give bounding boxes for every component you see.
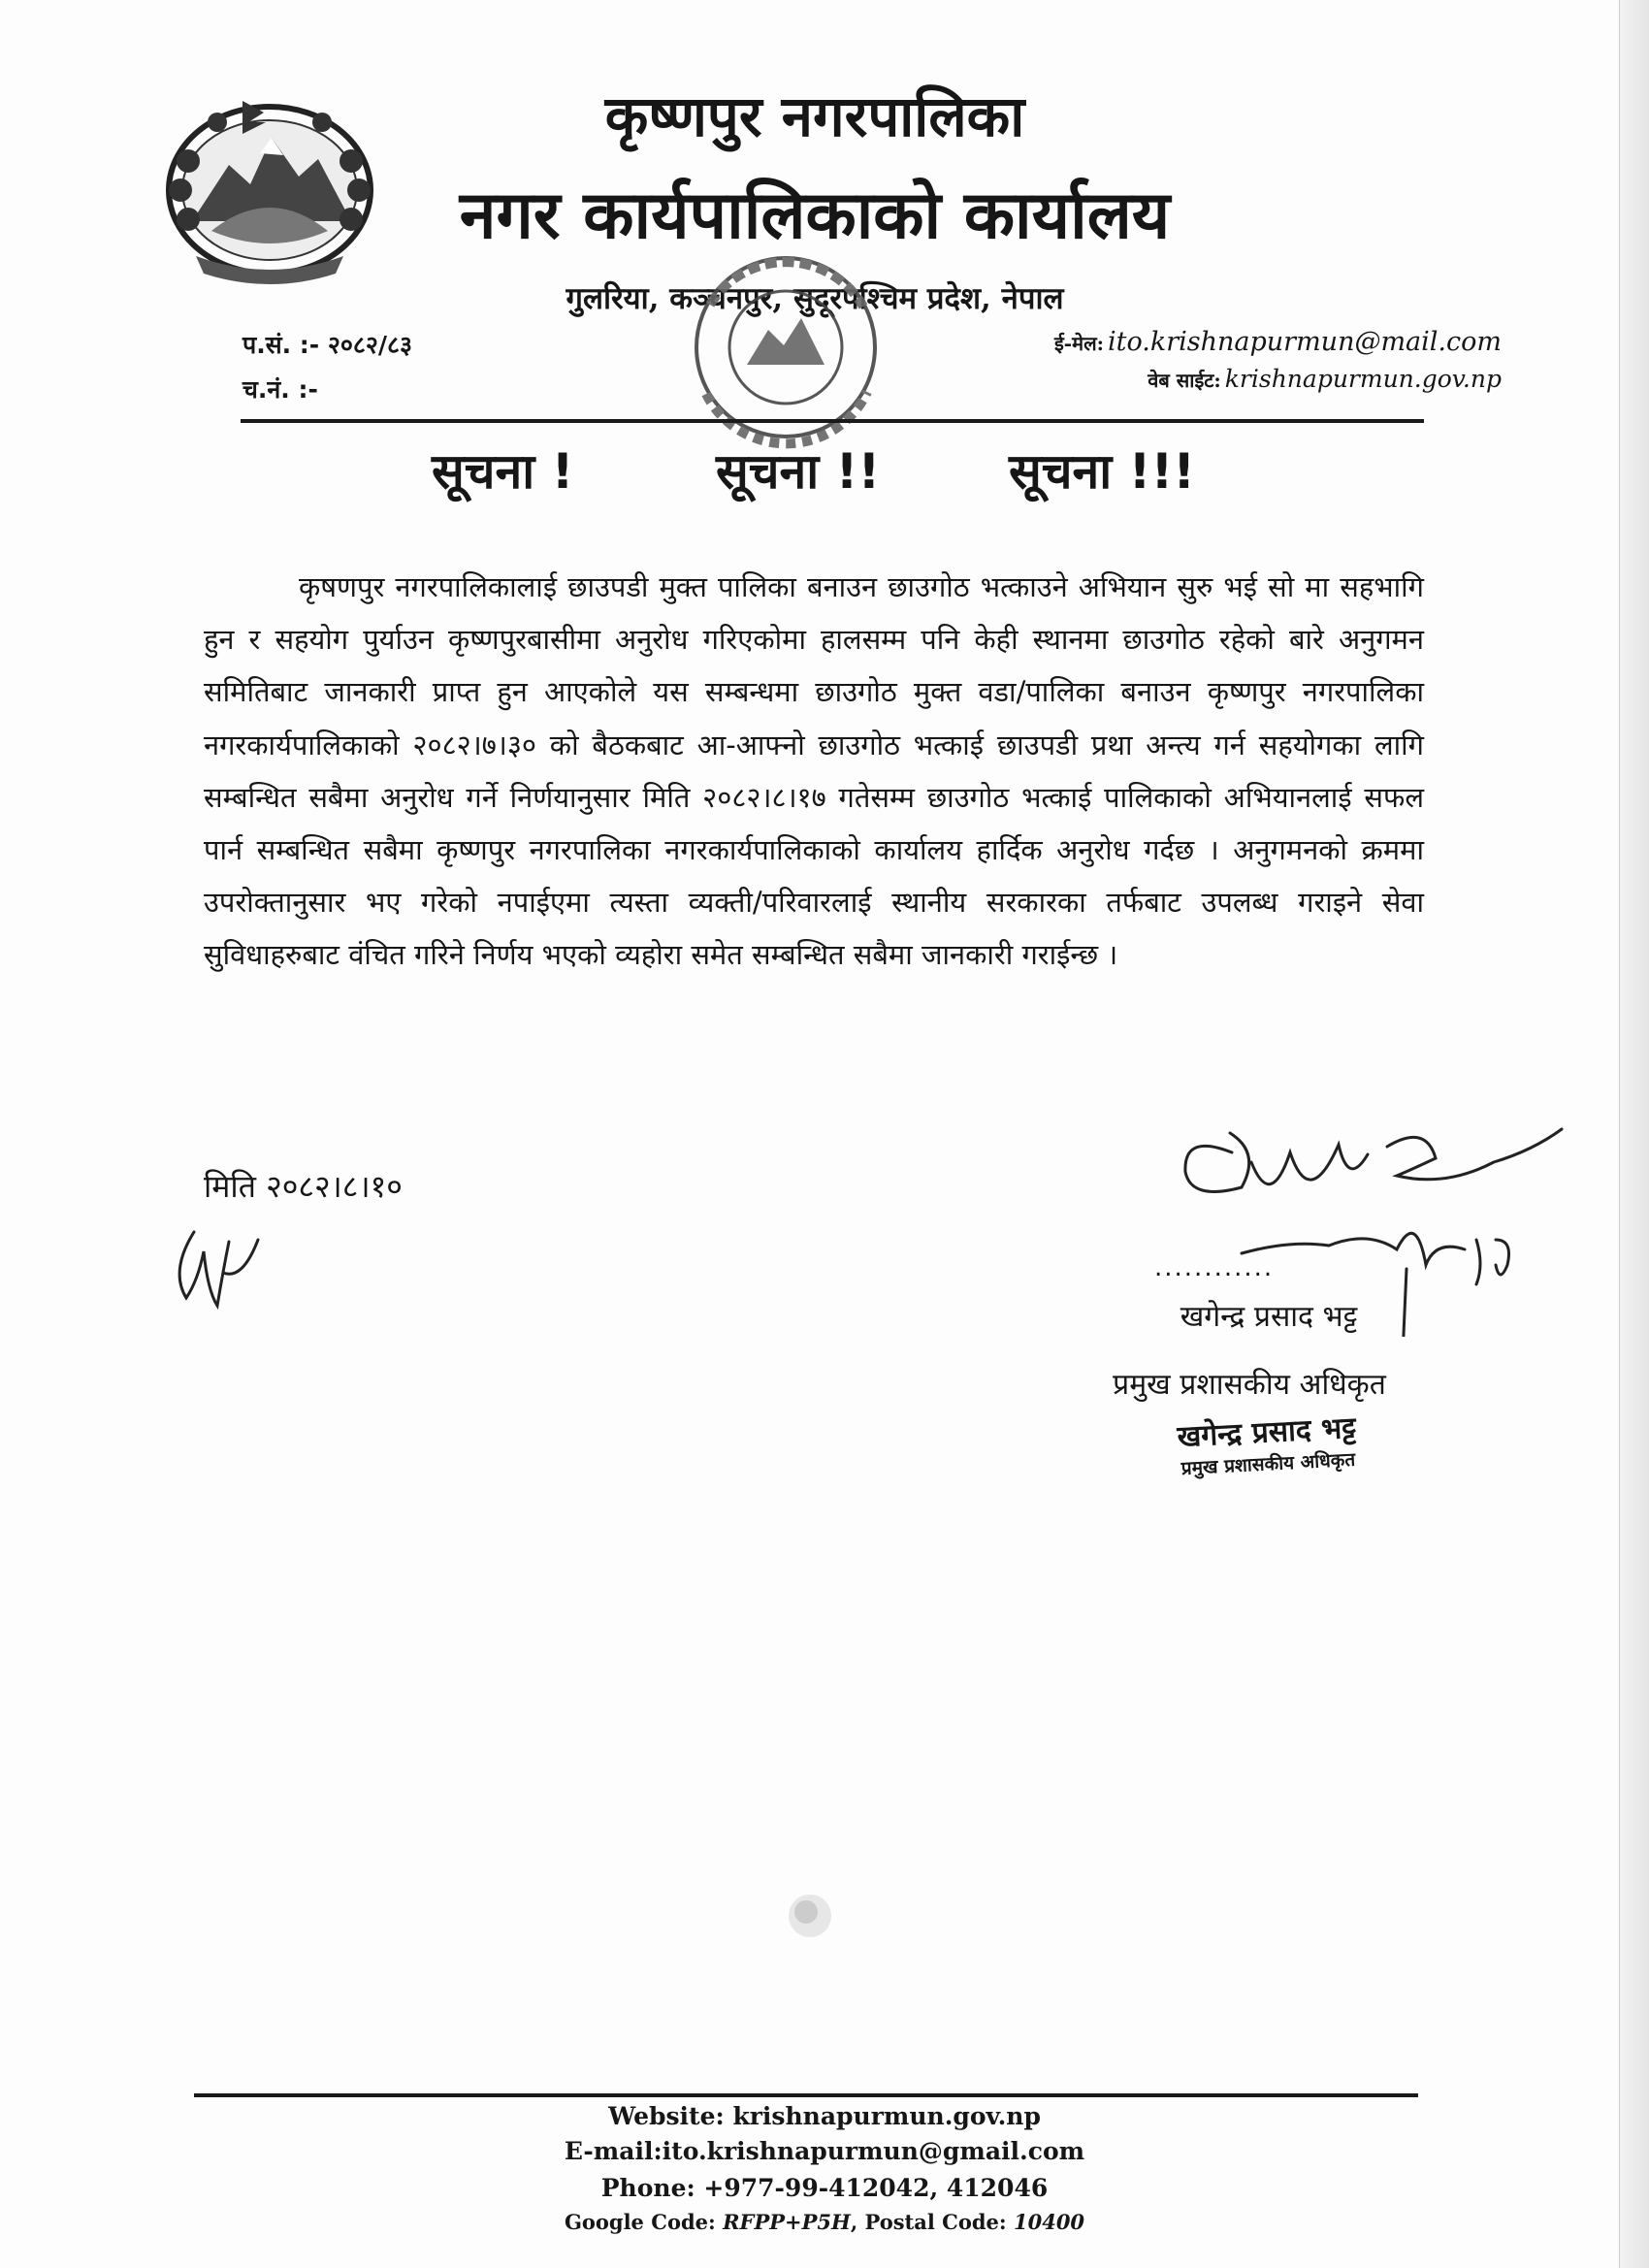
reference-number: प.सं. :- २०८२/८३ xyxy=(242,331,413,359)
nepal-emblem-icon xyxy=(153,76,386,289)
office-name: नगर कार्यपालिकाको कार्यालय xyxy=(459,178,1171,254)
page-edge xyxy=(1619,0,1649,2268)
google-code-label: Google Code: xyxy=(564,2210,716,2234)
office-address: गुलरिया, कञ्चनपुर, सुदूरपश्चिम प्रदेश, नेपाल xyxy=(566,281,1064,316)
notice-heading-1: सूचना ! xyxy=(432,443,574,500)
header-divider xyxy=(241,419,1424,423)
name-seal xyxy=(1145,1409,1391,1499)
website-label: वेब साईट: xyxy=(1148,369,1221,392)
dispatch-number: च.नं. :- xyxy=(242,375,318,404)
contact-website xyxy=(997,363,1502,397)
footer-website: Website: krishnapurmun.gov.np xyxy=(608,2102,1041,2130)
notice-heading-2: सूचना !! xyxy=(716,443,881,500)
office-stamp-icon xyxy=(660,250,922,454)
notice-heading-3: सूचना !!! xyxy=(1009,443,1196,500)
footer-codes xyxy=(485,2206,1164,2239)
signature-line: ............ xyxy=(1154,1253,1275,1282)
website-value: krishnapurmun.gov.np xyxy=(1224,365,1502,393)
postal-code-label: Postal Code: xyxy=(864,2210,1007,2234)
issue-date: मिति २०८२।८।१० xyxy=(204,1168,403,1205)
scan-smudge-icon xyxy=(781,1887,839,1945)
postal-code: 10400 xyxy=(1013,2210,1085,2234)
initial-signature-icon xyxy=(165,1213,272,1319)
seal-name: खगेन्द्र प्रसाद भट्ट xyxy=(1176,1410,1357,1455)
signer-name: खगेन्द्र प्रसाद भट्ट xyxy=(1180,1300,1358,1334)
notice-body: कृषणपुर नगरपालिकालाई छाउपडी मुक्त पालिका बनाउन छाउगोठ भत्काउने अभियान सुरु भई सो मा सहभागि हुन र सहयोग पुर्याउन कृष्णपुरबासीमा अनुरोध गरिएकोमा हालसम्म पनि केही स्थानमा छाउगोठ रहेको बारे अनुगमन समितिबाट जानकारी प्राप्त हुन आएकोले यस सम्बन्धमा छाउगोठ मुक्त वडा/पालिका बनाउन कृष्णपुर नगरपालिका नगरकार्यपालिकाको २०८२।७।३० को बैठकबाट आ-आफ्नो छाउगोठ भत्काई छाउपडी प्रथा अन्त्य गर्न सहयोगका लागि सम्बन्धित सबैमा अनुरोध गर्ने निर्णयानुसार मिति २०८२।८।१७ गतेसम्म छाउगोठ भत्काई पालिकाको अभियानलाई सफल पार्न सम्बन्धित सबैमा कृष्णपुर नगरपालिका नगरकार्यपालिकाको कार्यालय हार्दिक अनुरोध गर्दछ । अनुगमनको क्रममा उपरोक्तानुसार भए गरेको नपाईएमा त्यस्ता व्यक्ती/परिवारलाई स्थानीय सरकारका तर्फबाट उपलब्ध गराइने सेवा सुविधाहरुबाट वंचित गरिने निर्णय भएको व्यहोरा समेत सम्बन्धित सबैमा जानकारी गराईन्छ । xyxy=(204,570,1424,972)
municipality-name: कृष्णपुर नगरपालिका xyxy=(604,83,1025,149)
contact-email xyxy=(997,326,1502,360)
footer-divider xyxy=(194,2093,1418,2097)
google-code: RFPP+P5H xyxy=(723,2210,851,2234)
seal-title: प्रमुख प्रशासकीय अधिकृत xyxy=(1180,1448,1356,1480)
email-label: ई-मेल: xyxy=(1053,332,1105,355)
signer-title: प्रमुख प्रशासकीय अधिकृत xyxy=(1113,1368,1386,1402)
footer-phone: Phone: +977-99-412042, 412046 xyxy=(600,2174,1049,2202)
email-value: ito.krishnapurmun@mail.com xyxy=(1108,327,1502,357)
code-separator: , xyxy=(850,2210,865,2234)
footer-email: E-mail:ito.krishnapurmun@gmail.com xyxy=(564,2137,1085,2165)
